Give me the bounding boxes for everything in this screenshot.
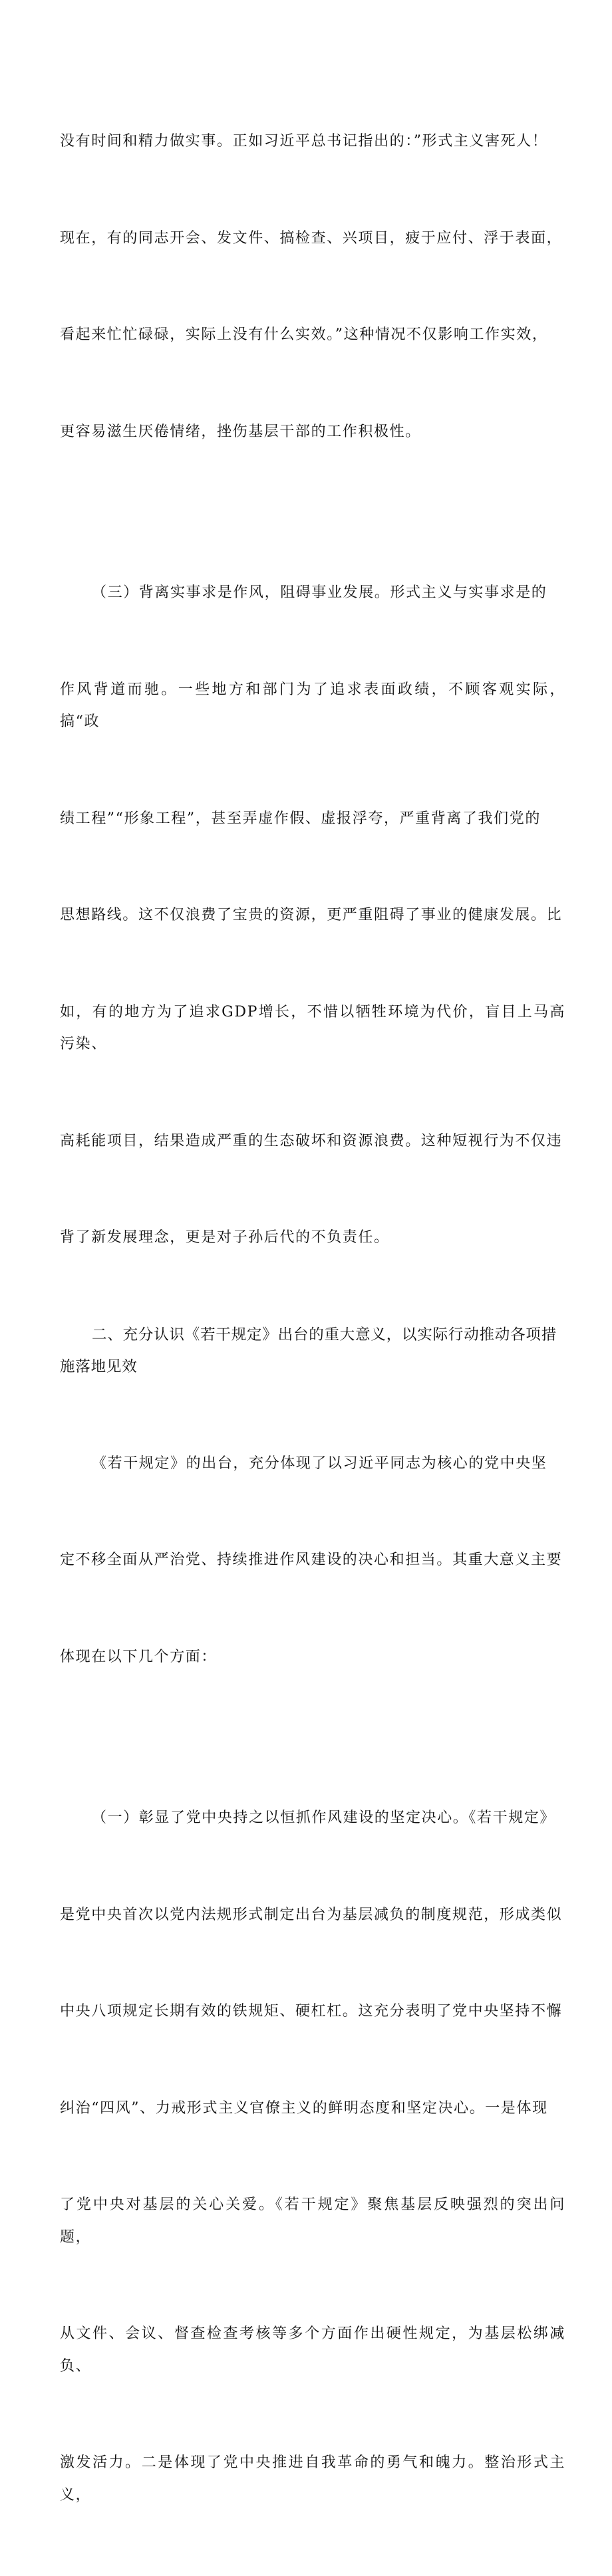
text-line: 纠治“四风”、力戒形式主义官僚主义的鲜明态度和坚定决心。一是体现 — [60, 2099, 548, 2117]
text-line: 《若干规定》的出台，充分体现了以习近平同志为核心的党中央坚 — [92, 1455, 547, 1472]
section-heading — [60, 1319, 565, 1383]
text-line: 绩工程”“形象工程”，甚至弄虚作假、虚报浮夸，严重背离了我们党的 — [60, 810, 541, 827]
paragraph-3 — [60, 1383, 565, 1738]
text-line: 激发活力。二是体现了党中央推进自我革命的勇气和魄力。整治形式主义， — [60, 2454, 565, 2504]
text-line: 中央八项规定长期有效的铁规矩、硬杠杠。这充分表明了党中央坚持不懈 — [60, 2003, 563, 2020]
document-page — [60, 61, 565, 2576]
heading-line: 施落地见效 — [60, 1358, 138, 1375]
heading-line: 二、充分认识《若干规定》出台的重大意义，以实际行动推动各项措 — [92, 1326, 557, 1344]
text-line: 是党中央首次以党内法规形式制定出台为基层减负的制度规范，形成类似 — [60, 1906, 563, 1923]
text-line: 了党中央对基层的关心关爱。《若干规定》聚焦基层反映强烈的突出问题， — [60, 2196, 565, 2246]
text-line: 如，有的地方为了追求GDP增长，不惜以牺牲环境为代价，盲目上马高污染、 — [60, 1003, 565, 1052]
text-line: 看起来忙忙碌碌，实际上没有什么实效。”这种情况不仅影响工作实效， — [60, 326, 548, 343]
text-line: 从文件、会议、督查检查考核等多个方面作出硬性规定，为基层松绑减负、 — [60, 2325, 565, 2375]
text-line: （一）彰显了党中央持之以恒抓作风建设的坚定决心。《若干规定》 — [92, 1810, 556, 1826]
text-line: 思想路线。这不仅浪费了宝贵的资源，更严重阻碍了事业的健康发展。比 — [60, 907, 563, 923]
paragraph-2 — [60, 513, 565, 1319]
paragraph-4 — [60, 1738, 565, 2576]
text-line: 没有时间和精力做实事。正如习近平总书记指出的：”形式主义害死人！ — [60, 133, 548, 150]
text-line: 现在，有的同志开会、发文件、搞检查、兴项目，疲于应付、浮于表面， — [60, 229, 563, 247]
text-line: 定不移全面从严治党、持续推进作风建设的决心和担当。其重大意义主要 — [60, 1552, 563, 1568]
text-line: 高耗能项目，结果造成严重的生态破坏和资源浪费。这种短视行为不仅违 — [60, 1132, 563, 1149]
text-line: 体现在以下几个方面： — [60, 1648, 218, 1665]
paragraph-1 — [60, 61, 565, 513]
text-line: 更容易滋生厌倦情绪，挫伤基层干部的工作积极性。 — [60, 423, 421, 440]
text-line: 背了新发展理念，更是对子孙后代的不负责任。 — [60, 1229, 390, 1246]
text-line: 作风背道而驰。一些地方和部门为了追求表面政绩，不顾客观实际，搞“政 — [60, 681, 565, 730]
text-line: （三）背离实事求是作风，阻碍事业发展。形式主义与实事求是的 — [92, 584, 547, 601]
